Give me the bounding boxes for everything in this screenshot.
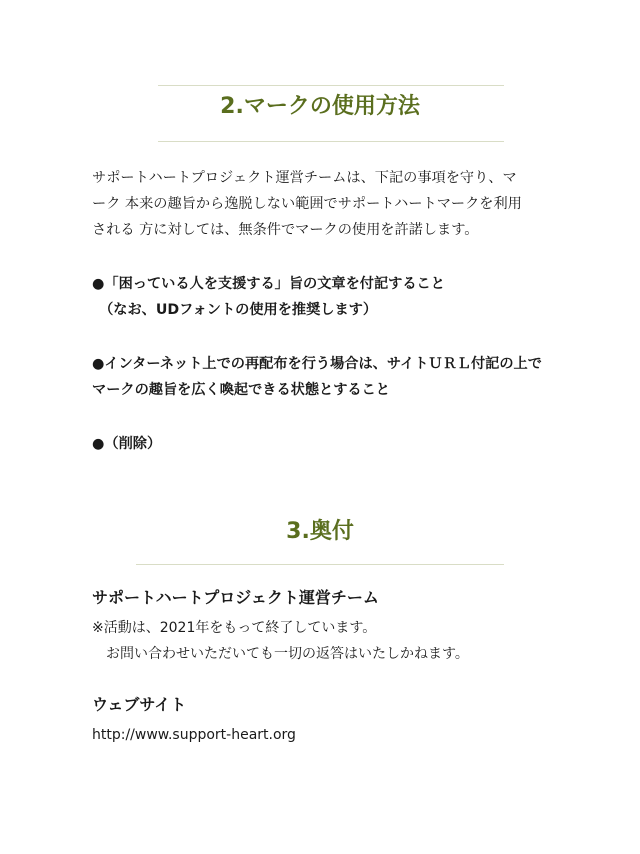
- intro-line: ーク 本来の趣旨から逸脱しない範囲でサポートハートマークを利用: [92, 196, 522, 212]
- intro-line: される 方に対しては、無条件でマークの使用を許諾します。: [92, 222, 479, 238]
- bullet-line: （なお、UDフォントの使用を推奨します）: [92, 302, 378, 318]
- bullet-line: ●（削除）: [92, 436, 162, 452]
- website-label: ウェブサイト: [92, 695, 187, 714]
- bullet-item-redistribution: [92, 351, 582, 403]
- team-note-line: ※活動は、2021年をもって終了しています。: [92, 620, 377, 636]
- section2-top-rule: [158, 85, 504, 86]
- section2-intro-paragraph: [92, 165, 582, 243]
- team-name: サポートハートプロジェクト運営チーム: [92, 588, 379, 607]
- bullet-item-deleted: [92, 431, 582, 457]
- bullet-line: ●「困っている人を支援する」旨の文章を付記すること: [92, 276, 445, 292]
- bullet-line: ●インターネット上での再配布を行う場合は、サイトＵＲＬ付記の上で: [92, 356, 542, 372]
- section2-bottom-rule: [158, 141, 504, 142]
- bullet-item-attribution: [92, 271, 582, 323]
- team-notes: [92, 615, 582, 667]
- section2-heading: 2.マークの使用方法: [220, 94, 420, 119]
- website-link[interactable]: http://www.support-heart.org: [92, 727, 296, 743]
- section3-heading: 3.奥付: [286, 519, 354, 544]
- team-note-line: お問い合わせいただいても一切の返答はいたしかねます。: [92, 646, 469, 662]
- section3-rule: [136, 564, 504, 565]
- bullet-line: マークの趣旨を広く喚起できる状態とすること: [92, 382, 390, 398]
- intro-line: サポートハートプロジェクト運営チームは、下記の事項を守り、マ: [92, 170, 517, 186]
